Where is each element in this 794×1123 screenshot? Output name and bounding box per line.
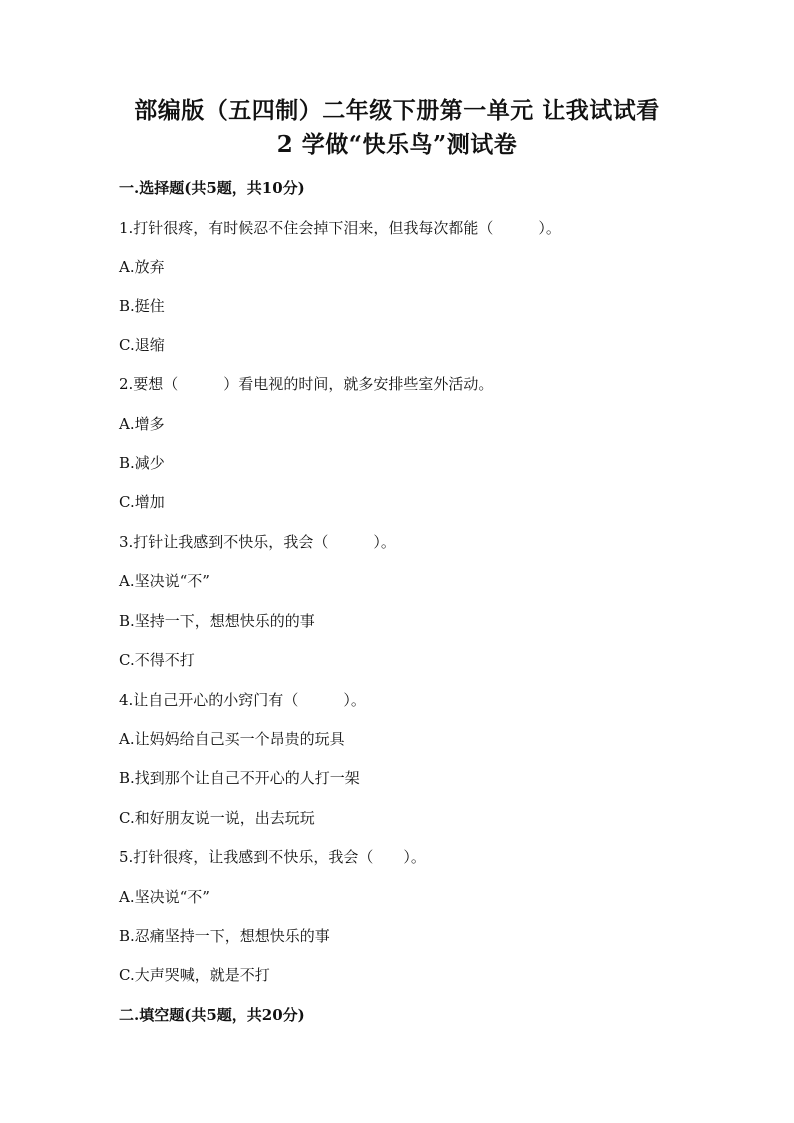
question-3-option-a: A.坚决说“不” [119,572,210,590]
question-stem-1: 1.打针很疼，有时候忍不住会掉下泪来，但我每次都能（ ）。 [119,219,561,237]
question-5-option-b: B.忍痛坚持一下，想想快乐的事 [119,927,330,945]
question-2-option-a: A.增多 [119,415,165,433]
section-heading-choice: 一.选择题(共5题，共10分) [119,179,305,197]
page-title: 部编版（五四制）二年级下册第一单元 让我试试看 [134,97,660,124]
question-3-option-c: C.不得不打 [119,651,195,669]
question-4-option-c: C.和好朋友说一说，出去玩玩 [119,809,315,827]
question-4-option-b: B.找到那个让自己不开心的人打一架 [119,769,360,787]
page-subtitle: 2 学做“快乐鸟”测试卷 [276,131,518,158]
question-1-option-b: B.挺住 [119,297,165,315]
question-stem-4: 4.让自己开心的小窍门有（ ）。 [119,691,366,709]
question-2-option-b: B.减少 [119,454,165,472]
question-1-option-c: C.退缩 [119,336,165,354]
question-3-option-b: B.坚持一下，想想快乐的的事 [119,612,315,630]
question-5-option-c: C.大声哭喊，就是不打 [119,966,270,984]
question-2-option-c: C.增加 [119,493,165,511]
question-stem-3: 3.打针让我感到不快乐，我会（ ）。 [119,533,396,551]
question-stem-5: 5.打针很疼，让我感到不快乐，我会（ ）。 [119,848,426,866]
section-heading-fill-blank: 二.填空题(共5题，共20分) [119,1006,305,1024]
question-stem-2: 2.要想（ ）看电视的时间，就多安排些室外活动。 [119,375,494,393]
question-5-option-a: A.坚决说“不” [119,888,210,906]
question-1-option-a: A.放弃 [119,258,165,276]
question-4-option-a: A.让妈妈给自己买一个昂贵的玩具 [119,730,345,748]
